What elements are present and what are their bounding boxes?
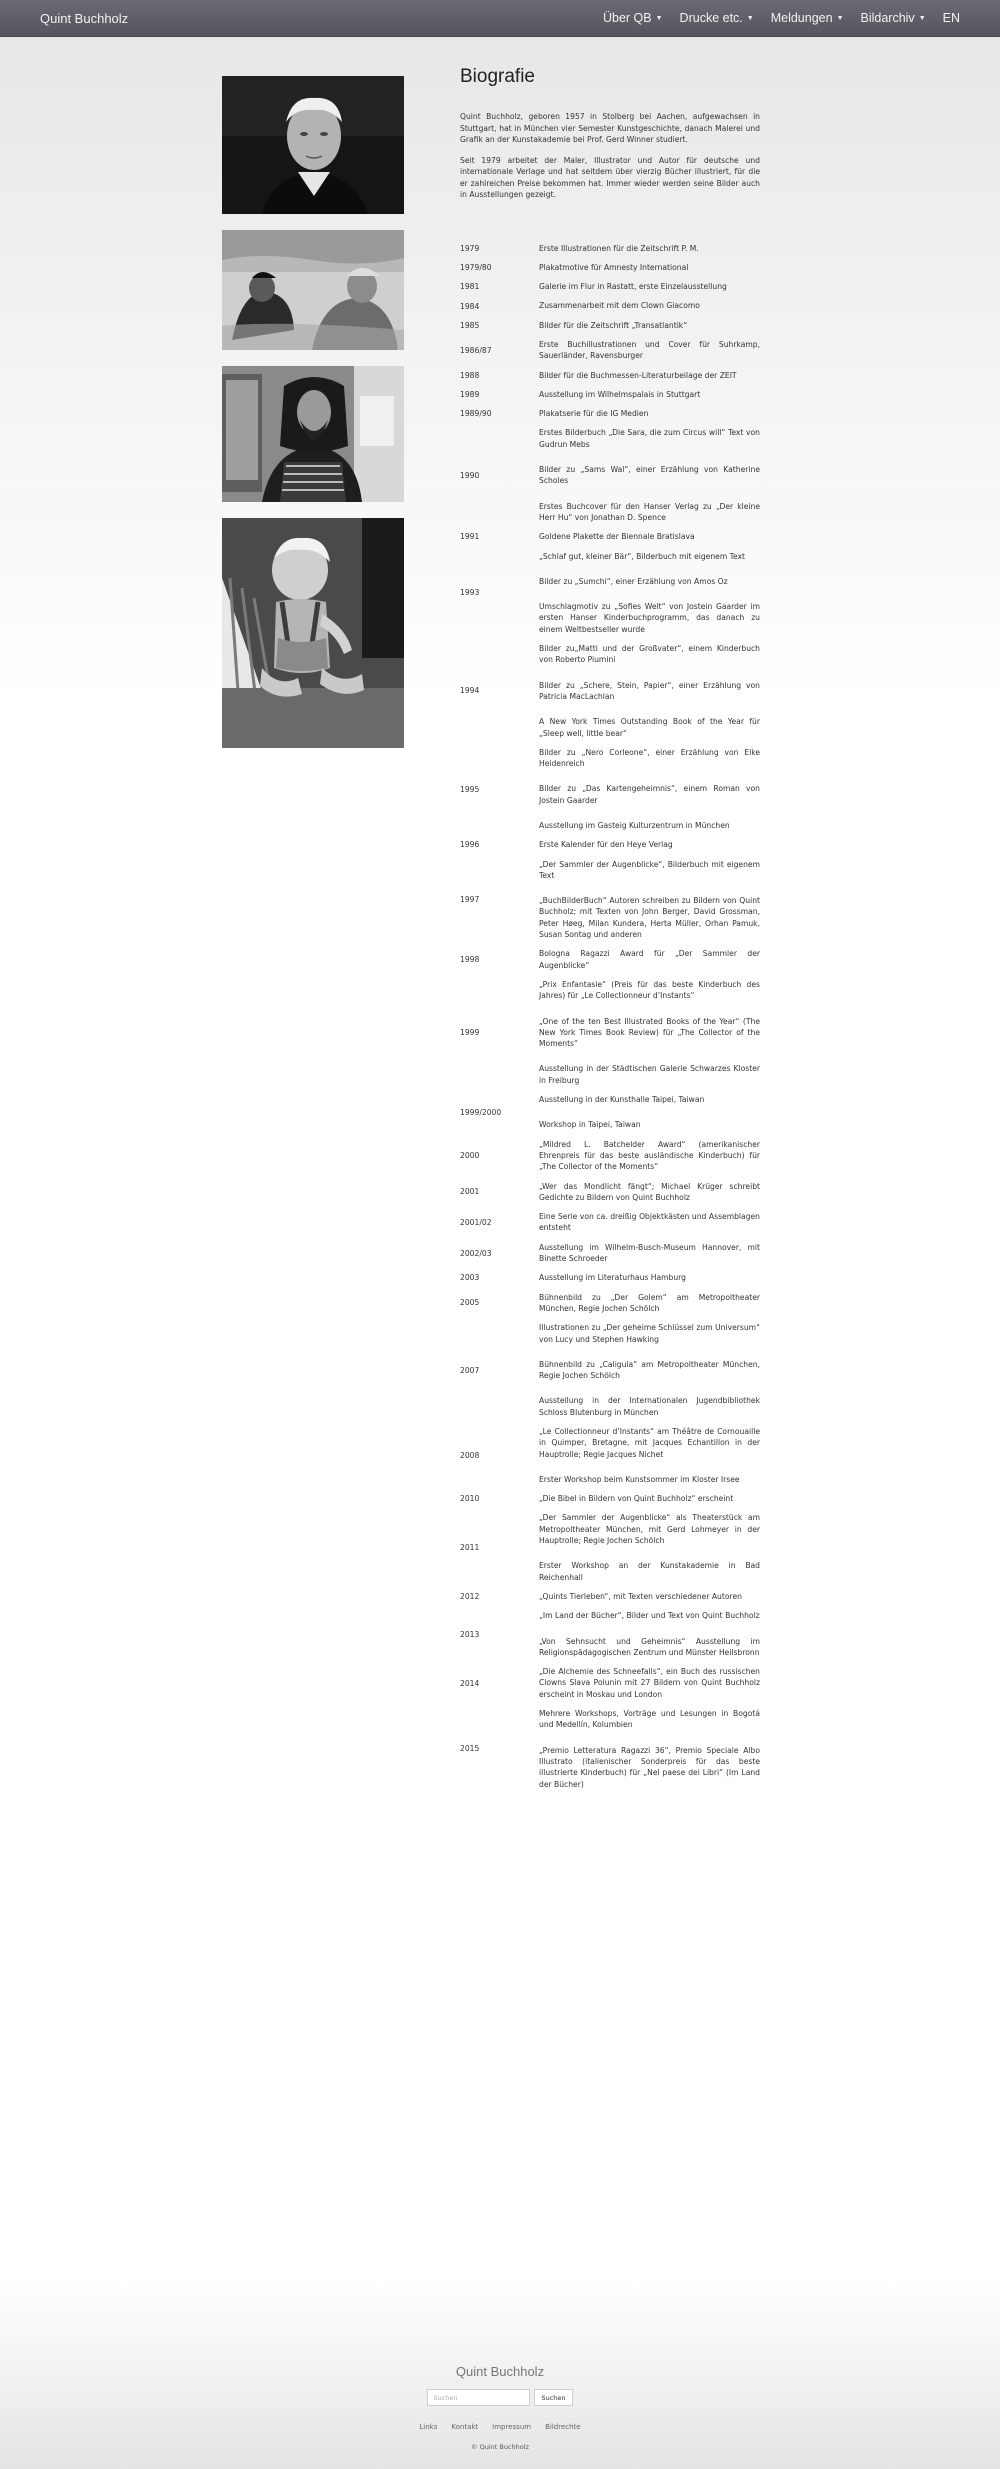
bio-entry: Plakatserie für die IG Medien [539, 409, 649, 419]
bio-entry: Bilder für die Zeitschrift „Transatlantik“ [539, 320, 688, 330]
caret-down-icon: ▼ [655, 14, 663, 22]
bio-entry: „Prix Enfantasie“ (Preis für das beste Kinderbuch des Jahres) für „Le Collectionneur d’Instants“ [539, 979, 760, 1001]
bio-row [460, 948, 760, 971]
bio-year: 1979 [460, 243, 480, 253]
bio-entry: Goldene Plakette der Biennale Bratislava [539, 532, 695, 542]
bio-entries [539, 859, 760, 941]
bio-entries [539, 1591, 760, 1602]
bio-year: 2011 [460, 1543, 480, 1553]
bio-row [460, 1094, 760, 1131]
bio-row [460, 262, 760, 273]
biography-timeline [460, 243, 760, 1790]
bio-entry: „Der Sammler der Augenblicke“ als Theaterstück am Metropoltheater München, mit Gerd Lohmeyer in der Hauptrolle; Regie Jochen Schölch [539, 1513, 760, 1546]
bio-year: 1991 [460, 532, 480, 542]
bio-year: 1990 [460, 470, 480, 480]
bio-row [460, 1610, 760, 1658]
bio-entry: „Mildred L. Batchelder Award“ (amerikanischer Ehrenpreis für das beste ausländische Kinderbuch) für „The Collector of the Moments“ [539, 1139, 760, 1172]
bio-entries [539, 747, 760, 831]
copyright-text: © Quint Buchholz [471, 2443, 529, 2451]
bio-year: 2002/03 [460, 1248, 492, 1258]
bio-entry: Bühnenbild zu „Der Golem“ am Metropoltheater München, Regie Jochen Schölch [539, 1292, 760, 1313]
portrait-photo-elderly [222, 76, 404, 214]
nav-menu [586, 11, 960, 25]
bio-entry: „Le Collectionneur d’Instants“ am Théâtre de Cornouaille in Quimper, Bretagne, mit Jacques Echantillon in der Hauptrolle; Regie Jacques Nichet [539, 1426, 760, 1459]
bio-entries [539, 370, 760, 381]
bio-entry: Galerie im Flur in Rastatt, erste Einzelausstellung [539, 282, 727, 292]
nav-item-label: Drucke etc. [679, 11, 743, 25]
bio-entry: Erster Workshop beim Kunstsommer im Kloster Irsee [539, 1474, 740, 1484]
bio-row [460, 643, 760, 739]
bio-row [460, 1708, 760, 1790]
bio-row [460, 320, 760, 331]
bio-entries [539, 1512, 760, 1582]
bio-year: 1993 [460, 588, 480, 598]
bio-year: 2008 [460, 1451, 480, 1461]
bio-year: 1989 [460, 390, 480, 400]
bio-row [460, 531, 760, 542]
beach-photo [222, 230, 404, 350]
bio-year: 1999 [460, 1028, 480, 1037]
bio-entry: Plakatmotive für Amnesty International [539, 262, 689, 272]
bio-entry: Ausstellung im Literaturhaus Hamburg [539, 1273, 686, 1283]
bio-entries [539, 531, 760, 542]
bio-entries [539, 979, 760, 1086]
bio-entries [539, 1211, 760, 1234]
bio-year: 1995 [460, 784, 480, 794]
footer-link-impressum[interactable]: Impressum [492, 2423, 532, 2431]
main-content [460, 66, 760, 1798]
bio-year: 1999/2000 [460, 1107, 502, 1117]
search-button[interactable]: Suchen [534, 2389, 572, 2406]
bio-entry: Erste Kalender für den Heye Verlag [539, 840, 673, 850]
bio-entries [539, 1426, 760, 1485]
bio-row [460, 281, 760, 292]
bio-row [460, 859, 760, 941]
intro-paragraph: Seit 1979 arbeitet der Maler, Illustrator und Autor für deutsche und internationale Verlage und hat seitdem über vierzig Bücher illustriert, für die er zahlreichen Preise bekommen hat. Immer wieder werden seine Bilder auch in Ausstellungen gezeigt. [460, 155, 760, 199]
bio-row [460, 1272, 760, 1283]
bio-year: 2001/02 [460, 1217, 492, 1227]
bio-entry: Illustrationen zu „Der geheime Schlüssel zum Universum“ von Lucy und Stephen Hawking [539, 1323, 760, 1344]
bio-entry: A New York Times Outstanding Book of the Year für „Sleep well, little bear“ [539, 717, 760, 738]
bio-row [460, 1181, 760, 1204]
bio-entry: „Von Sehnsucht und Geheimnis“ Ausstellung im Religionspädagogischen Zentrum und Münster Heilsbronn [539, 1636, 760, 1657]
bio-entries [539, 1292, 760, 1315]
nav-item-label: Meldungen [770, 11, 833, 25]
bio-year: 2001 [460, 1187, 480, 1197]
bio-entry: Erstes Buchcover für den Hanser Verlag zu „Der kleine Herr Hu“ von Jonathan D. Spence [539, 501, 760, 522]
bio-row [460, 427, 760, 523]
nav-item-label: Über QB [602, 11, 652, 25]
bio-row [460, 243, 760, 254]
bio-entry: Bilder zu „Sams Wal“, einer Erzählung von Katherine Scholes [539, 465, 760, 486]
bio-year: 1988 [460, 370, 480, 380]
bio-year: 1994 [460, 686, 480, 696]
bio-entry: Workshop in Taipei, Taiwan [539, 1120, 641, 1130]
bio-entries [539, 339, 760, 362]
bio-year: 2007 [460, 1365, 480, 1375]
bio-entries [539, 320, 760, 331]
bio-row [460, 389, 760, 400]
child-photo [222, 518, 404, 748]
bio-entry: Zusammenarbeit mit dem Clown Giacomo [539, 301, 700, 311]
young-man-photo [222, 366, 404, 502]
bio-entry: Bilder für die Buchmessen-Literaturbeilage der ZEIT [539, 370, 737, 380]
bio-entry: „Premio Letteratura Ragazzi 36“, Premio Speciale Albo Illustrato (italienischer Sonderpreis für das beste illustrierte Kinderbuch) für „Nel paese dei Libri“ (Im Land der Bücher) [539, 1745, 760, 1789]
footer [0, 2364, 1000, 2451]
bio-entry: „Wer das Mondlicht fängt“; Michael Krüger schreibt Gedichte zu Bildern von Quint Buchholz [539, 1181, 760, 1202]
bio-row [460, 839, 760, 850]
intro-text [460, 111, 760, 201]
bio-entry: Erste Buchillustrationen und Cover für Suhrkamp, Sauerländer, Ravensburger [539, 339, 760, 361]
bio-entry: „BuchBilderBuch“ Autoren schreiben zu Bildern von Quint Buchholz; mit Texten von John Berger, David Grossman, Peter Høeg, Milan Kundera, Herta Müller, Orhan Pamuk, Susan Sontag und anderen [539, 896, 760, 940]
bio-entries [539, 389, 760, 400]
intro-paragraph: Quint Buchholz, geboren 1957 in Stolberg bei Aachen, aufgewachsen in Stuttgart, hat in München vier Semester Kunstgeschichte, danach Malerei und Grafik an der Kunstakademie bei Prof. Gerd Winner studiert. [460, 112, 760, 144]
bio-entry: „Im Land der Bücher“, Bilder und Text von Quint Buchholz [539, 1611, 760, 1621]
bio-year: 2000 [460, 1151, 480, 1161]
bio-entry: Erster Workshop an der Kunstakademie in Bad Reichenhall [539, 1561, 760, 1582]
caret-down-icon: ▼ [918, 14, 926, 22]
bio-entry: Eine Serie von ca. dreißig Objektkästen und Assemblagen entsteht [539, 1212, 760, 1233]
bio-year: 1997 [460, 894, 480, 904]
bio-entry: Bilder zu „Nero Corleone“, einer Erzählung von Elke Heidenreich [539, 747, 760, 769]
bio-year: 2003 [460, 1273, 480, 1283]
bio-row [460, 1242, 760, 1265]
bio-entry: „One of the ten Best Illustrated Books of the Year“ (The New York Times Book Review) für „The Collector of the Moments“ [539, 1016, 760, 1049]
bio-row [460, 1139, 760, 1173]
caret-down-icon: ▼ [836, 14, 844, 22]
bio-year: 2010 [460, 1494, 480, 1504]
nav-item-meldungen[interactable] [771, 11, 844, 25]
bio-row [460, 300, 760, 311]
bio-year: 2012 [460, 1592, 480, 1602]
bio-entries [539, 281, 760, 292]
search-input[interactable] [427, 2389, 530, 2406]
bio-row [460, 1666, 760, 1700]
brand-link[interactable]: Quint Buchholz [40, 10, 129, 26]
bio-entries [539, 1139, 760, 1173]
bio-entries [539, 262, 760, 273]
footer-search [0, 2389, 1000, 2406]
bio-entry: Bilder zu„Matti und der Großvater“, einem Kinderbuch von Roberto Piumini [539, 644, 760, 665]
bio-entry: Erste Illustrationen für die Zeitschrift P. M. [539, 243, 699, 253]
bio-entry: Ausstellung im Wilhelm-Busch-Museum Hannover, mit Binette Schroeder [539, 1242, 760, 1264]
bio-entries [539, 427, 760, 523]
bio-row [460, 370, 760, 381]
bio-entry: „Der Sammler der Augenblicke“, Bilderbuch mit eigenem Text [539, 859, 760, 880]
bio-year: 1986/87 [460, 345, 492, 355]
bio-entries [539, 1493, 760, 1504]
nav-item-bildarchiv[interactable] [861, 11, 926, 25]
bio-entry: Ausstellung in der Kunsthalle Taipei, Taiwan [539, 1095, 705, 1105]
bio-entry: Ausstellung in der Städtischen Galerie Schwarzes Kloster in Freiburg [539, 1064, 760, 1085]
bio-entries [539, 839, 760, 850]
bio-entry: Bilder zu „Schere, Stein, Papier“, einer Erzählung von Patricia MacLachlan [539, 680, 760, 701]
bio-entry: Bühnenbild zu „Caligula“ am Metropoltheater München, Regie Jochen Schölch [539, 1359, 760, 1381]
bio-row [460, 1426, 760, 1485]
bio-entry: Erstes Bilderbuch „Die Sara, die zum Circus will“ Text von Gudrun Mebs [539, 428, 760, 449]
footer-link-links[interactable]: Links [419, 2423, 438, 2431]
footer-links [0, 2423, 1000, 2431]
bio-entry: Ausstellung im Wilhelmspalais in Stuttgart [539, 389, 701, 399]
bio-year: 1996 [460, 840, 480, 850]
nav-item-label: Bildarchiv [860, 11, 915, 25]
bio-entries [539, 948, 760, 971]
bio-entries [539, 243, 760, 254]
bio-row [460, 1322, 760, 1418]
nav-item-ueber-qb[interactable] [603, 11, 663, 25]
footer-link-kontakt[interactable]: Kontakt [451, 2423, 479, 2431]
bio-year: 1979/80 [460, 262, 492, 272]
bio-year: 2005 [460, 1298, 480, 1308]
bio-year: 1984 [460, 301, 480, 311]
bio-entries [539, 551, 760, 635]
bio-entry: Bilder zu „Das Kartengeheimnis“, einem Roman von Jostein Gaarder [539, 784, 760, 805]
bio-entries [539, 1708, 760, 1790]
bio-entry: „Die Bibel in Bildern von Quint Buchholz“ erscheint [539, 1494, 734, 1504]
bio-row [460, 551, 760, 635]
bio-year: 2013 [460, 1629, 480, 1639]
bio-entry: Mehrere Workshops, Vorträge und Lesungen in Bogotá und Medellín, Kolumbien [539, 1709, 760, 1730]
bio-entries [539, 1666, 760, 1700]
bio-year: 1998 [460, 955, 480, 965]
caret-down-icon: ▼ [746, 14, 754, 22]
bio-row [460, 1591, 760, 1602]
bio-year: 1989/90 [460, 409, 492, 419]
bio-entry: „Schlaf gut, kleiner Bär“, Bilderbuch mit eigenem Text [539, 551, 745, 561]
top-navbar [0, 0, 1000, 37]
bio-year: 2014 [460, 1678, 480, 1688]
bio-row [460, 339, 760, 362]
bio-entries [539, 1610, 760, 1658]
bio-entries [539, 1181, 760, 1204]
bio-row [460, 747, 760, 831]
bio-entry: „Die Alchemie des Schneefalls“, ein Buch des russischen Clowns Slava Polunin mit 27 Bildern von Quint Buchholz erscheint in Moskau und London [539, 1667, 760, 1699]
bio-entry: „Quints Tierleben“, mit Texten verschiedener Autoren [539, 1591, 742, 1601]
bio-row [460, 408, 760, 419]
bio-row [460, 1493, 760, 1504]
bio-row [460, 1512, 760, 1582]
footer-link-bildrechte[interactable]: Bildrechte [545, 2423, 581, 2431]
bio-row [460, 979, 760, 1086]
bio-entry: Umschlagmotiv zu „Sofies Welt“ von Jostein Gaarder im ersten Hanser Kinderbuchprogramm, das danach zu einem Weltbestseller wurde [539, 602, 760, 634]
bio-entries [539, 1094, 760, 1131]
bio-entries [539, 300, 760, 311]
bio-entries [539, 408, 760, 419]
bio-entry: Bilder zu „Sumchi“, einer Erzählung von Amos Oz [539, 576, 728, 586]
bio-row [460, 1292, 760, 1315]
nav-item-language-en[interactable]: EN [942, 11, 960, 25]
bio-entries [539, 1322, 760, 1418]
bio-entry: Ausstellung in der Internationalen Jugendbibliothek Schloss Blutenburg in München [539, 1396, 760, 1417]
bio-row [460, 1211, 760, 1234]
bio-entry: Ausstellung im Gasteig Kulturzentrum in München [539, 821, 730, 830]
bio-year: 2015 [460, 1744, 480, 1754]
footer-brand: Quint Buchholz [455, 2364, 545, 2379]
bio-year: 1985 [460, 320, 480, 330]
page-title: Biografie [460, 66, 535, 87]
bio-entry: Bologna Ragazzi Award für „Der Sammler der Augenblicke“ [539, 949, 760, 970]
nav-item-drucke[interactable] [680, 11, 754, 25]
bio-entries [539, 1242, 760, 1265]
bio-entries [539, 1272, 760, 1283]
bio-year: 1981 [460, 282, 480, 292]
bio-entries [539, 643, 760, 739]
